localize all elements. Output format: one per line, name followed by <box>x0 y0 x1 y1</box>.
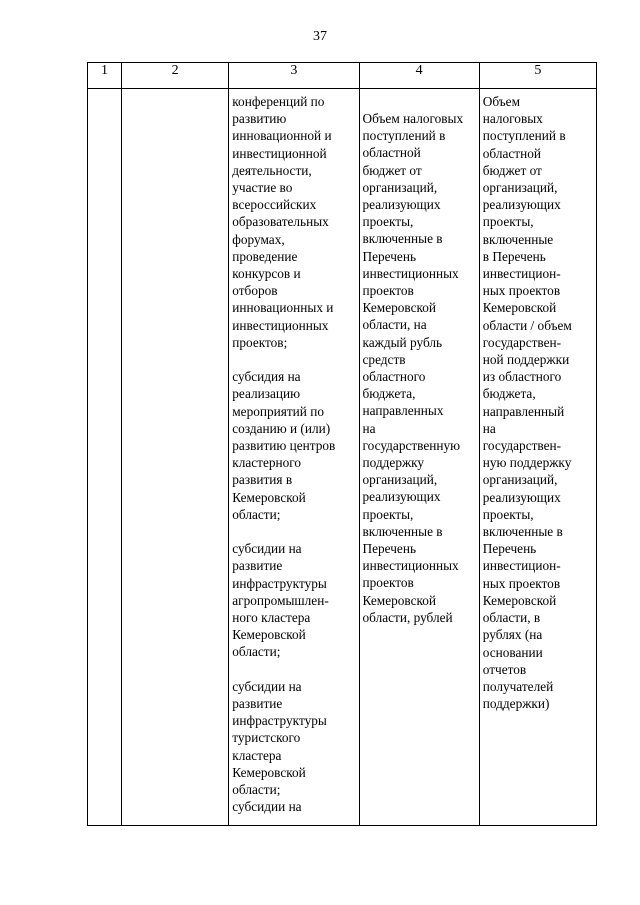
indicator-method-line: получателей <box>482 678 554 694</box>
indicator-method-line: инвестицион- <box>482 266 561 282</box>
indicator-method-line: области / объем <box>482 317 572 333</box>
header-cell-1: 1 <box>88 63 122 89</box>
indicator-method-line: Кемеровской <box>482 300 557 316</box>
indicator-line: областной <box>362 145 421 161</box>
indicator-method-line: направленный <box>482 403 565 419</box>
indicator-line: проектов <box>362 283 414 299</box>
indicator-method-line: поддержки) <box>482 696 550 712</box>
measures-line: инновационной и <box>232 128 332 144</box>
indicator-line: включенные в <box>362 523 443 539</box>
measures-line: инвестиционных <box>232 317 329 333</box>
measures-line: инновационных и <box>232 300 334 316</box>
indicator-line: области, рублей <box>362 609 453 625</box>
header-cell-2: 2 <box>122 63 229 89</box>
measures-line: субсидии на <box>232 678 302 694</box>
table-header-row <box>88 63 597 89</box>
measures-line: Кемеровской <box>232 764 306 780</box>
indicator-line: на <box>362 420 376 436</box>
paragraph-gap <box>232 661 355 678</box>
measures-line: реализацию <box>232 386 301 402</box>
indicator-line: инвестиционных <box>362 265 459 281</box>
measures-line: проведение <box>232 248 298 264</box>
measures-text <box>229 89 358 815</box>
cell-col1 <box>88 89 122 826</box>
measures-line: агропромышлен- <box>232 592 329 608</box>
indicator-method-line: бюджет от <box>482 162 542 178</box>
indicator-line: проекты, <box>362 506 414 522</box>
measures-line: конференций по <box>232 94 325 109</box>
indicators-table <box>87 62 597 826</box>
measures-line: кластерного <box>232 455 302 471</box>
measures-line: области; <box>232 644 281 660</box>
indicator-method-line: ную поддержку <box>482 455 572 471</box>
indicator-text <box>360 89 479 626</box>
paragraph-gap <box>232 351 355 368</box>
indicator-line: бюджета, <box>362 386 416 402</box>
indicator-line: Кемеровской <box>362 592 437 608</box>
measures-line: отборов <box>232 283 278 299</box>
indicator-method-line: отчетов <box>482 661 527 677</box>
measures-line: субсидия на <box>232 369 301 385</box>
measures-line: развитию центров <box>232 438 336 454</box>
paragraph-gap <box>232 523 355 540</box>
indicator-method-line: областной <box>482 145 541 161</box>
indicator-method-line: проекты, <box>482 214 534 230</box>
indicator-method-text <box>480 89 596 712</box>
indicator-method-line: инвестицион- <box>482 558 561 574</box>
page-number: 37 <box>313 29 327 44</box>
indicator-method-line: ных проектов <box>482 575 561 591</box>
indicator-method-line: бюджета, <box>482 386 536 402</box>
indicator-line: реализующих <box>362 489 441 505</box>
measures-line: развитию <box>232 111 287 127</box>
cell-col2 <box>122 89 229 826</box>
cell-col5-indicator-method <box>479 89 596 826</box>
measures-line: всероссийских <box>232 197 317 213</box>
measures-line: инвестиционной <box>232 145 327 161</box>
measures-line: развитие <box>232 558 283 574</box>
measures-line: кластера <box>232 747 282 763</box>
measures-line: инфраструктуры <box>232 713 327 729</box>
indicator-method-line: области, в <box>482 610 541 626</box>
indicator-line: направленных <box>362 403 444 419</box>
indicator-line: организаций, <box>362 179 438 195</box>
indicator-method-line: Перечень <box>482 541 537 557</box>
cell-col4-indicator <box>359 89 479 826</box>
indicator-line: Кемеровской <box>362 300 437 316</box>
indicator-method-line: из областного <box>482 369 562 385</box>
indicator-line: поступлений в <box>362 128 446 144</box>
indicator-method-line: ных проектов <box>482 283 561 299</box>
indicator-method-line: в Перечень <box>482 248 546 264</box>
indicator-method-line: поступлений в <box>482 128 566 144</box>
measures-line: участие во <box>232 180 293 196</box>
indicator-method-line: ной поддержки <box>482 352 570 368</box>
indicator-line: организаций, <box>362 472 438 488</box>
measures-line: мероприятий по <box>232 403 325 419</box>
measures-line: развитие <box>232 696 283 712</box>
measures-line: субсидии на <box>232 799 302 815</box>
indicator-method-line: реализующих <box>482 197 561 213</box>
indicator-method-line: рублях (на <box>482 627 543 643</box>
measures-line: Кемеровской <box>232 489 306 505</box>
measures-line: инфраструктуры <box>232 575 327 591</box>
indicator-method-line: на <box>482 420 496 436</box>
indicator-line: включенные в <box>362 231 443 247</box>
indicator-line: государственную <box>362 437 461 453</box>
indicator-line: проектов <box>362 575 414 591</box>
measures-line: области; <box>232 506 281 522</box>
measures-line: проектов; <box>232 334 288 350</box>
measures-line: туристского <box>232 730 301 746</box>
indicator-method-line: проекты, <box>482 506 534 522</box>
indicator-method-line: основании <box>482 644 543 660</box>
measures-line: Кемеровской <box>232 627 306 643</box>
indicator-line: Перечень <box>362 541 417 557</box>
measures-line: конкурсов и <box>232 266 301 282</box>
measures-line: форумах, <box>232 231 285 247</box>
indicator-method-line: реализующих <box>482 489 561 505</box>
indicator-line: бюджет от <box>362 162 422 178</box>
indicator-line: области, на <box>362 317 427 333</box>
indicator-method-line: организаций, <box>482 180 558 196</box>
indicator-method-line: государствен- <box>482 334 562 350</box>
indicator-line: каждый рубль <box>362 334 443 350</box>
indicator-line: поддержку <box>362 455 425 471</box>
indicator-method-line: государствен- <box>482 438 562 454</box>
indicator-method-line: включенные <box>482 231 554 247</box>
table-row <box>88 89 597 826</box>
indicator-line: Объем налоговых <box>362 111 464 126</box>
header-cell-4: 4 <box>359 63 479 89</box>
indicator-line: средств <box>362 351 406 367</box>
measures-line: развития в <box>232 472 293 488</box>
indicator-line: инвестиционных <box>362 558 459 574</box>
cell-col3-measures <box>229 89 359 826</box>
measures-line: деятельности, <box>232 162 312 178</box>
measures-line: области; <box>232 782 281 798</box>
indicator-line: Перечень <box>362 248 417 264</box>
measures-line: субсидии на <box>232 541 302 557</box>
header-cell-3: 3 <box>229 63 359 89</box>
measures-line: образовательных <box>232 214 329 230</box>
measures-line: ного кластера <box>232 610 311 626</box>
indicator-line: областного <box>362 369 426 385</box>
header-cell-5: 5 <box>479 63 596 89</box>
measures-line: созданию и (или) <box>232 420 331 436</box>
indicator-line: проекты, <box>362 214 414 230</box>
indicator-method-line: включенные в <box>482 524 563 540</box>
indicator-method-line: налоговых <box>482 111 543 127</box>
indicator-method-line: Объем <box>482 94 520 109</box>
indicator-method-line: организаций, <box>482 472 558 488</box>
indicator-line: реализующих <box>362 197 441 213</box>
indicator-method-line: Кемеровской <box>482 592 557 608</box>
